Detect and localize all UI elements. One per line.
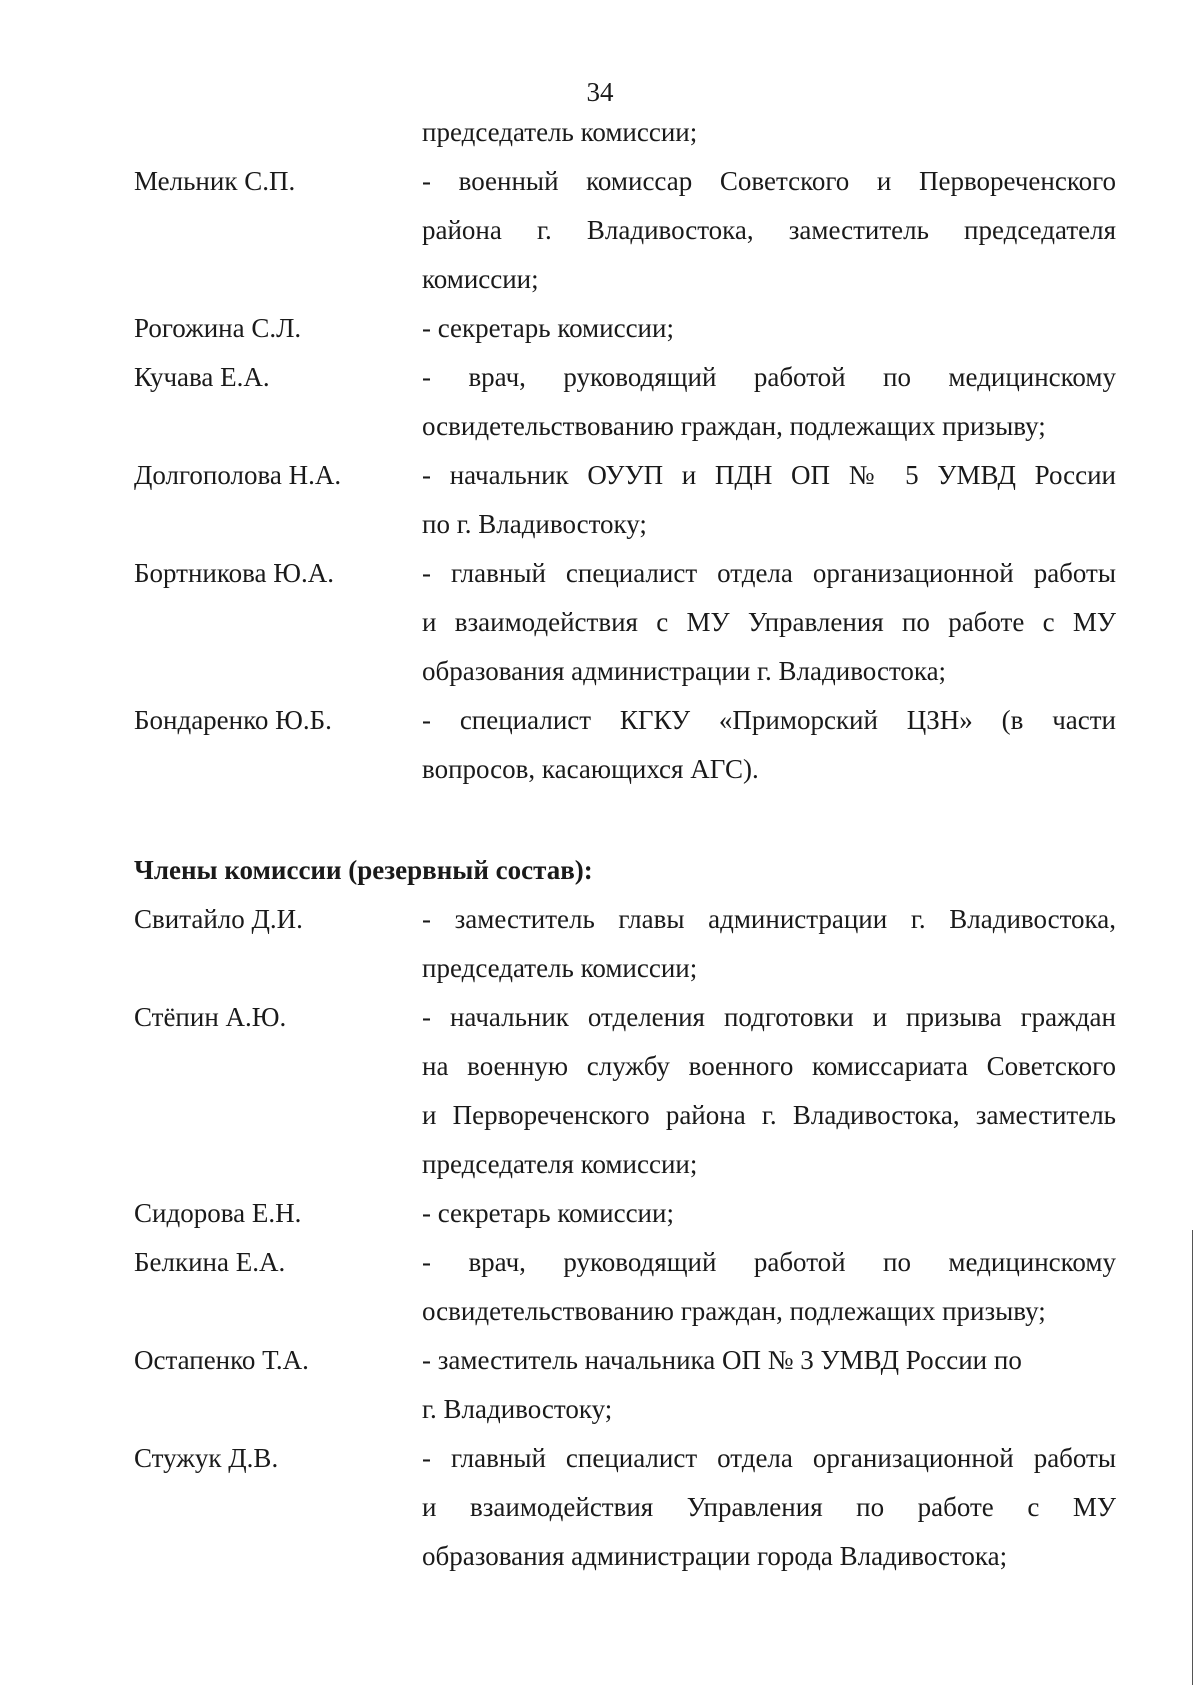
member-name: Белкина Е.А. — [134, 1247, 286, 1277]
member-role-line: образования администрации города Владивостока; — [422, 1541, 1008, 1571]
member-name: Стёпин А.Ю. — [134, 1002, 287, 1032]
member-name: Свитайло Д.И. — [134, 904, 303, 934]
member-role-line: - секретарь комиссии; — [422, 1198, 674, 1228]
member-name: Бондаренко Ю.Б. — [134, 705, 332, 735]
member-role-line: - главный специалист отдела организационной работы — [422, 1443, 1116, 1473]
member-role-line: - начальник отделения подготовки и призыва граждан — [422, 1002, 1116, 1032]
member-name: Остапенко Т.А. — [134, 1345, 309, 1375]
member-role-line: - главный специалист отдела организационной работы — [422, 558, 1116, 588]
page-number: 34 — [586, 77, 614, 107]
member-name: Сидорова Е.Н. — [134, 1198, 302, 1228]
member-role-line: - военный комиссар Советского и Первореченского — [422, 166, 1116, 196]
member-name: Стужук Д.В. — [134, 1443, 279, 1473]
member-role-line: района г. Владивостока, заместитель председателя — [422, 215, 1116, 245]
member-name: Бортникова Ю.А. — [134, 558, 334, 588]
member-role-line: образования администрации г. Владивостока; — [422, 656, 947, 686]
member-role-line: и взаимодействия Управления по работе с МУ — [422, 1492, 1116, 1522]
member-role-line: освидетельствованию граждан, подлежащих призыву; — [422, 411, 1046, 441]
member-role-line: и взаимодействия с МУ Управления по работе с МУ — [422, 607, 1116, 637]
member-role-line: на военную службу военного комиссариата Советского — [422, 1051, 1116, 1081]
member-role-line: председатель комиссии; — [422, 953, 698, 983]
member-role-line: председателя комиссии; — [422, 1149, 698, 1179]
member-role-line: - специалист КГКУ «Приморский ЦЗН» (в части — [422, 705, 1116, 735]
member-role-line: по г. Владивостоку; — [422, 509, 647, 539]
member-role-line: - секретарь комиссии; — [422, 313, 674, 343]
member-role-line: г. Владивостоку; — [422, 1394, 613, 1424]
member-role-line: и Первореченского района г. Владивостока, заместитель — [422, 1100, 1116, 1130]
member-name: Кучава Е.А. — [134, 362, 270, 392]
member-name: Долгополова Н.А. — [134, 460, 342, 490]
member-role-line: комиссии; — [422, 264, 539, 294]
member-role-line: - врач, руководящий работой по медицинскому — [422, 1247, 1116, 1277]
member-role-line: - начальник ОУУП и ПДН ОП № 5 УМВД России — [422, 460, 1116, 490]
member-role-line: - врач, руководящий работой по медицинскому — [422, 362, 1116, 392]
primary-continuation: председатель комиссии; — [422, 117, 698, 147]
reserve-heading: Члены комиссии (резервный состав): — [134, 855, 593, 885]
member-name: Мельник С.П. — [134, 166, 296, 196]
member-role-line: освидетельствованию граждан, подлежащих призыву; — [422, 1296, 1046, 1326]
member-name: Рогожина С.Л. — [134, 313, 302, 343]
member-role-line: - заместитель начальника ОП № 3 УМВД России по — [422, 1345, 1022, 1375]
member-role-line: - заместитель главы администрации г. Владивостока, — [422, 904, 1116, 934]
scan-edge-line — [1192, 1230, 1193, 1685]
member-role-line: вопросов, касающихся АГС). — [422, 754, 759, 784]
